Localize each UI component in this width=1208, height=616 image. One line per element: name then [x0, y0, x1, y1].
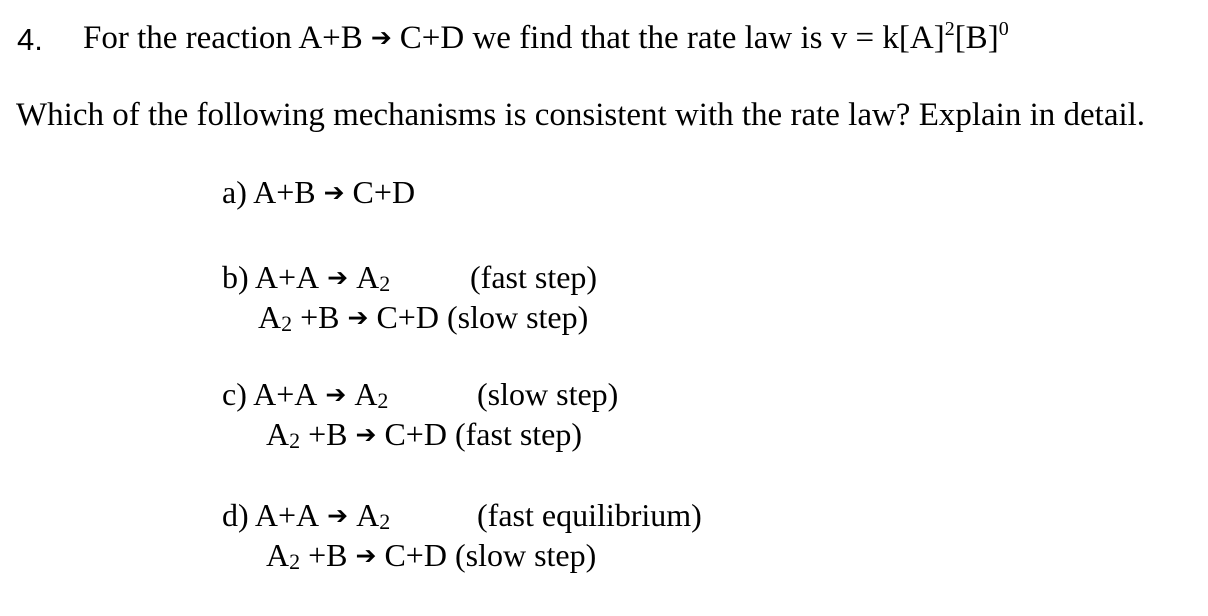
option-c-step-2 — [266, 416, 583, 453]
right-arrow-icon: ➔ — [355, 541, 377, 570]
step-reactants-rest: +B — [300, 537, 348, 573]
rate-law-intro: we find that the rate law is v = k[A] — [464, 20, 945, 56]
option-b-step-2-note: (slow step) — [446, 299, 589, 335]
subscript: 2 — [379, 271, 391, 296]
step-reactant: A — [266, 537, 290, 573]
step-reactants: A+A — [253, 376, 318, 412]
right-arrow-icon: ➔ — [347, 303, 369, 332]
step-reactant: A — [266, 416, 290, 452]
subscript: 2 — [379, 509, 391, 534]
step-product: A — [356, 259, 380, 295]
option-letter: d) — [222, 497, 249, 533]
option-c-step-2-note: (fast step) — [454, 416, 583, 452]
question-number: 4. — [17, 22, 43, 57]
right-arrow-icon: ➔ — [323, 178, 345, 207]
subscript: 2 — [289, 428, 301, 453]
option-letter: a) — [222, 174, 247, 210]
option-reactants: A+B — [253, 174, 316, 210]
option-c-step-1 — [222, 376, 389, 413]
option-a — [222, 176, 415, 208]
question-text — [83, 18, 1009, 56]
step-products: C+D — [384, 537, 447, 573]
option-d-step-1 — [222, 497, 391, 534]
right-arrow-icon: ➔ — [327, 263, 349, 292]
option-b-step-1 — [222, 259, 391, 296]
right-arrow-icon: ➔ — [325, 380, 347, 409]
step-products: C+D — [376, 299, 439, 335]
step-reactant: A — [258, 299, 282, 335]
option-d-step-1-note: (fast equilibrium) — [477, 497, 702, 533]
step-reactants-rest: +B — [292, 299, 340, 335]
step-reactants: A+A — [254, 259, 320, 295]
option-b-step-1-note: (fast step) — [470, 259, 598, 295]
option-d-step-2 — [266, 537, 597, 574]
subscript: 2 — [377, 388, 389, 413]
option-letter: c) — [222, 376, 247, 412]
question-prompt: Which of the following mechanisms is consistent with the rate law? Explain in detail. — [16, 97, 1146, 133]
b-exponent: 0 — [998, 18, 1009, 40]
option-products: C+D — [352, 174, 416, 210]
step-product: A — [354, 376, 378, 412]
subscript: 2 — [281, 311, 293, 336]
option-d-step-2-note: (slow step) — [454, 537, 597, 573]
right-arrow-icon: ➔ — [370, 23, 392, 52]
a-exponent: 2 — [944, 18, 955, 40]
b-term: [B] — [954, 20, 999, 56]
reaction-intro: For the reaction A+B — [83, 20, 363, 56]
step-product: A — [356, 497, 380, 533]
reaction-products: C+D — [399, 20, 465, 56]
option-b-step-2 — [258, 299, 589, 336]
right-arrow-icon: ➔ — [355, 420, 377, 449]
right-arrow-icon: ➔ — [327, 501, 349, 530]
step-reactants-rest: +B — [300, 416, 348, 452]
subscript: 2 — [289, 549, 301, 574]
step-reactants: A+A — [254, 497, 320, 533]
option-c-step-1-note: (slow step) — [477, 376, 619, 412]
option-letter: b) — [222, 259, 249, 295]
step-products: C+D — [384, 416, 447, 452]
